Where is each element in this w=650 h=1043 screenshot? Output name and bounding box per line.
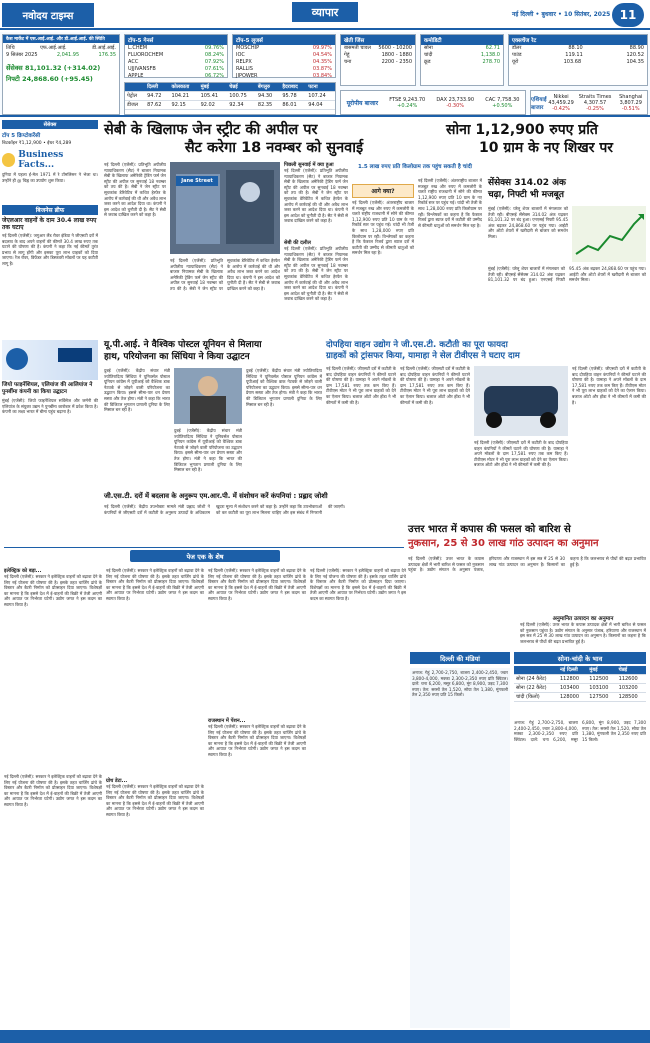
nifty-value: निफ्टी 24,868.60 (+95.45) <box>6 75 93 83</box>
cac-value: CAC 7,758.30 <box>485 96 520 103</box>
loser-row <box>233 45 335 52</box>
feature-heading: पेज एक के शेष <box>130 550 280 562</box>
bullion-cell: सोना (22 कैरेट) <box>514 684 558 693</box>
loser-row <box>233 73 335 80</box>
loser-value: 03.87% <box>312 66 332 72</box>
europe-market-box <box>340 90 526 115</box>
cotton-text-2: नई दिल्ली (एजेंसी): उत्तर भारत के कपास उत्पादक क्षेत्रों में भारी बारिश से फसल को नुकसान पहुंचा है। उद्योग संगठन के अनुसार पंजाब, हरियाणा और राजस्थान में इस सत्र में 25 से 30 लाख गांठ उत्पादन का अनुमान है। किसानों का कहना है कि जलभराव से पौधों की बढ़त प्रभावित हुई है। <box>520 622 646 644</box>
diesel-price: 82.35 <box>256 101 280 110</box>
two-wheeler-text-col3: नई दिल्ली (एजेंसी): जीएसटी दरों में कटौती के बाद दोपहिया वाहन कंपनियों ने कीमतें घटाने की घोषणा की है। यामाहा ने अपने मॉडलों के दाम 17,581 रुपए तक कम किए हैं। टीवीएस मोटर ने भी पूरा लाभ ग्राहकों को देने का ऐलान किया। बजाज ऑटो और होंडा ने भी कीमतों में कमी की है। <box>474 440 568 468</box>
gainer-name: UJJIVANSFB <box>128 66 156 72</box>
gainer-name: FLUOROCHEM <box>128 52 164 58</box>
kheti-value: 1800 - 1880 <box>381 52 412 58</box>
losers-list <box>233 45 335 80</box>
lead-subhead-2: सेबी की दलील <box>284 240 311 246</box>
currency-sell: 88.90 <box>629 45 644 51</box>
ftse-value: FTSE 9,243.70 <box>389 96 426 103</box>
lead-headline-1: सेबी के खिलाफ जेन स्ट्रीट की अपील पर <box>104 122 318 138</box>
gold-text-col1: नई दिल्ली (एजेंसी): अंतरराष्ट्रीय बाजार में मजबूत रुख और रुपए में कमजोरी के चलते राष्ट्रीय राजधानी में सोने की कीमत 1,12,900 रुपए प्रति 10 ग्राम के नए रिकॉर्ड स्तर पर पहुंच गई। चांदी भी तेजी के साथ 1,28,000 रुपए प्रति किलोग्राम पर रही। विश्लेषकों का कहना है कि फेडरल रिजर्व द्वारा ब्याज दरों में कटौती की उम्मीद से कीमती धातुओं को समर्थन मिल रहा है। <box>352 200 414 256</box>
lead-right-col <box>284 162 348 334</box>
gainer-row <box>125 59 227 66</box>
loser-row <box>233 59 335 66</box>
fuel-city-header: मुंबई <box>199 83 228 92</box>
upu-text-col2: दुबई (एजेंसी): केंद्रीय संचार मंत्री ज्योतिरादित्य सिंधिया ने यूनिवर्सल पोस्टल यूनियन कांग्रेस में यूपीआई को वैश्विक डाक नेटवर्क से जोड़ने वाली परियोजना का उद्घाटन किया। इससे सीमा-पार धन प्रेषण सस्ता और तेज होगा। मंत्री ने कहा कि भारत की डिजिटल भुगतान प्रणाली दुनिया के लिए मिसाल बन रही है। <box>174 428 242 473</box>
bullion-col-header <box>514 666 558 675</box>
gainer-value: 08.24% <box>204 52 224 58</box>
petrol-price: 107.24 <box>306 92 335 101</box>
top-gainers-box <box>124 34 228 78</box>
left-column <box>2 120 98 340</box>
currency-box <box>508 34 648 86</box>
commodity-value: 278.70 <box>482 59 500 65</box>
cotton-subhead: अनुमानित उत्पादन का अनुमान <box>552 616 614 622</box>
commodity-name: सोना <box>424 45 433 51</box>
lightbulb-icon <box>2 153 15 167</box>
currency-name: यूरो <box>512 59 519 65</box>
bullion-table <box>514 666 646 702</box>
bullion-row <box>514 684 646 693</box>
gainers-list <box>125 45 227 80</box>
gold-text-col2: नई दिल्ली (एजेंसी): अंतरराष्ट्रीय बाजार में मजबूत रुख और रुपए में कमजोरी के चलते राष्ट्रीय राजधानी में सोने की कीमत 1,12,900 रुपए प्रति 10 ग्राम के नए रिकॉर्ड स्तर पर पहुंच गई। चांदी भी तेजी के साथ 1,28,000 रुपए प्रति किलोग्राम पर रही। विश्लेषकों का कहना है कि फेडरल रिजर्व द्वारा ब्याज दरों में कटौती की उम्मीद से कीमती धातुओं को समर्थन मिल रहा है। <box>418 178 482 228</box>
fuel-city-header: दिल्ली <box>145 83 169 92</box>
sensex-headline-2: चढ़ा, निफ्टी भी मजबूत <box>488 190 565 200</box>
feature-col-4 <box>310 568 406 1028</box>
kheti-name: चना <box>344 59 352 65</box>
currency-row <box>509 52 647 59</box>
gainer-value: 06.72% <box>204 73 224 79</box>
jio-allianz-title: जियो फाइनेंशियल, एलियांज की आलियांज ने पुनर्बीमा कंपनी का किया उद्घाटन <box>2 382 93 395</box>
currency-buy: 119.11 <box>565 52 583 58</box>
feature-col-3 <box>208 568 306 1028</box>
fuel-city-header: हैदराबाद <box>280 83 306 92</box>
two-wheeler-text-col4: नई दिल्ली (एजेंसी): जीएसटी दरों में कटौती के बाद दोपहिया वाहन कंपनियों ने कीमतें घटाने की घोषणा की है। यामाहा ने अपने मॉडलों के दाम 17,581 रुपए तक कम किए हैं। टीवीएस मोटर ने भी पूरा लाभ ग्राहकों को देने का ऐलान किया। बजाज ऑटो और होंडा ने भी कीमतों में कमी की है। <box>572 366 646 405</box>
bullion-cell: 127500 <box>587 693 616 702</box>
fuel-city-header: बेंगलुरु <box>256 83 280 92</box>
diesel-price: 94.04 <box>306 101 335 110</box>
fuel-city-header: पटना <box>306 83 335 92</box>
commodity-value: 1,138.0 <box>480 52 500 58</box>
loser-value: 04.54% <box>312 52 332 58</box>
currency-row <box>509 59 647 66</box>
bullion-heading: सोना-चांदी के भाव <box>514 652 646 664</box>
gainer-name: L.CHEM <box>128 45 148 51</box>
commodity-title: कमोडिटी <box>421 35 503 45</box>
petrol-price: 94.30 <box>256 92 280 101</box>
brief-text: नई दिल्ली (एजेंसी): जगुआर लैंड रोवर इंडिया ने जीएसटी दरों में बदलाव के बाद अपने वाहनों की कीमतें 30.4 लाख रुपए तक घटाने की घोषणा की है। कंपनी ने कहा कि नई कीमतें तुरंत प्रभाव से लागू होंगी और इसका पूरा लाभ ग्राहकों को दिया जाएगा। रेंज रोवर, डिफेंडर और डिस्कवरी मॉडलों पर यह कटौती लागू है। <box>2 233 98 266</box>
upu-text-col3: दुबई (एजेंसी): केंद्रीय संचार मंत्री ज्योतिरादित्य सिंधिया ने यूनिवर्सल पोस्टल यूनियन कांग्रेस में यूपीआई को वैश्विक डाक नेटवर्क से जोड़ने वाली परियोजना का उद्घाटन किया। इससे सीमा-पार धन प्रेषण सस्ता और तेज होगा। मंत्री ने कहा कि भारत की डिजिटल भुगतान प्रणाली दुनिया के लिए मिसाल बन रही है। <box>246 368 322 407</box>
bullion-col-header: मुंबई <box>587 666 616 675</box>
top-losers-box <box>232 34 336 78</box>
commodity-name: चांदी <box>424 52 433 58</box>
fii-value: 2,041.95 <box>56 52 80 58</box>
loser-name: JIPOWER <box>236 73 258 79</box>
gainer-value: 07.92% <box>204 59 224 65</box>
fuel-table <box>125 83 335 110</box>
petrol-price: 100.75 <box>227 92 256 101</box>
gainer-value: 07.61% <box>204 66 224 72</box>
crypto-title: टॉप 5 क्रिप्टोकरेंसी <box>2 133 41 139</box>
bullion-row <box>514 693 646 702</box>
currency-list <box>509 45 647 66</box>
trend-up-icon <box>572 206 646 262</box>
lead-text-col1: नई दिल्ली (एजेंसी): प्रतिभूति अपीलीय न्यायाधिकरण (सैट) ने बाजार नियामक सेबी के खिलाफ अमेरिकी ट्रेडिंग फर्म जेन स्ट्रीट की अपील पर सुनवाई 18 नवम्बर को तय की है। सेबी ने जेन स्ट्रीट पर सूचकांक डेरिवेटिव में कथित हेरफेर के आरोप में कार्रवाई की थी और अवैध लाभ जब्त करने का आदेश दिया था। कंपनी ने इस आदेश को चुनौती दी है। सैट ने सेबी से जवाब दाखिल करने को कहा है। <box>104 162 166 218</box>
diesel-price: 92.15 <box>170 101 199 110</box>
bullion-cell: 103100 <box>587 684 616 693</box>
kheti-box <box>340 34 416 86</box>
gainers-title: टॉप-5 गेनर्स <box>125 35 227 45</box>
dax-value: DAX 23,733.90 <box>436 96 475 103</box>
loser-name: RALLIS <box>236 66 253 72</box>
lead-text-col2: नई दिल्ली (एजेंसी): प्रतिभूति अपीलीय न्यायाधिकरण (सैट) ने बाजार नियामक सेबी के खिलाफ अमेरिकी ट्रेडिंग फर्म जेन स्ट्रीट की अपील पर सुनवाई 18 नवम्बर को तय की है। सेबी ने जेन स्ट्रीट पर सूचकांक डेरिवेटिव में कथित हेरफेर के आरोप में कार्रवाई की थी और अवैध लाभ जब्त करने का आदेश दिया था। कंपनी ने इस आदेश को चुनौती दी है। सैट ने सेबी से जवाब दाखिल करने को कहा है। <box>170 258 280 291</box>
feature-text-3a: नई दिल्ली (एजेंसी): सरकार ने इलेक्ट्रिक वाहनों को बढ़ावा देने के लिए नई योजना की घोषणा की है। इसके तहत चार्जिंग ढांचे के विस्तार और बैटरी निर्माण को प्रोत्साहन दिया जाएगा। विशेषज्ञों का मानना है कि इससे देश में ई-वाहनों की बिक्री में तेजी आएगी और आयात पर निर्भरता घटेगी। उद्योग जगत ने इस कदम का स्वागत किया है। <box>208 568 306 601</box>
jio-allianz-text: मुंबई (एजेंसी): जियो फाइनेंशियल सर्विसेज और जर्मनी की एलियांज के संयुक्त उद्यम ने पुनर्बीमा कारोबार में प्रवेश किया है। कंपनी का लक्ष्य भारत में बीमा पहुंच बढ़ाना है। <box>2 398 98 415</box>
loser-value: 04.35% <box>312 59 332 65</box>
bullion-table-box <box>514 666 646 702</box>
gst-text: नई दिल्ली (एजेंसी): केंद्रीय उपभोक्ता मामले मंत्री प्रह्लाद जोशी ने कंपनियों से जीएसटी दरों में कटौती के अनुरूप उत्पादों के अधिकतम खुदरा मूल्य में संशोधन करने को कहा है। उन्होंने कहा कि उपभोक्ताओं को कर कटौती का पूरा लाभ मिलना चाहिए और इस संबंध में निगरानी की जाएगी। <box>104 504 346 515</box>
business-facts-box <box>2 150 98 170</box>
dii-label: डी.आई.आई. <box>92 45 116 51</box>
diesel-price: 92.02 <box>199 101 228 110</box>
loser-name: MOSCHIP <box>236 45 260 51</box>
sensex-text-col2: मुंबई (एजेंसी): घरेलू शेयर बाजारों में मंगलवार को तेजी रही। बीएसई सेंसेक्स 314.02 अंक चढ़कर 81,101.32 पर बंद हुआ। एनएसई निफ्टी 95.45 अंक बढ़कर 24,868.60 पर पहुंच गया। आईटी और ऑटो शेयरों में खरीदारी से बाजार को समर्थन मिला। <box>488 266 646 283</box>
commodity-row <box>421 52 503 59</box>
kheti-row <box>341 52 415 59</box>
bullion-cell: सोना (24 कैरेट) <box>514 675 558 684</box>
petrol-price: 105.41 <box>199 92 228 101</box>
two-wheeler-headline-2: ग्राहकों को ट्रांसफर किया, यामाहा ने सेल टीवीएस ने घटाए दाम <box>326 351 520 361</box>
tithi-label: तिथि <box>6 45 15 51</box>
kheti-name: गेहूं <box>344 52 350 58</box>
currency-row <box>509 45 647 52</box>
fii-dii-title: कैश मार्केट में एस.आई.आई. और डी.आई.आई. की स्थिति <box>3 35 119 43</box>
feature-text-2a: नई दिल्ली (एजेंसी): सरकार ने इलेक्ट्रिक वाहनों को बढ़ावा देने के लिए नई योजना की घोषणा की है। इसके तहत चार्जिंग ढांचे के विस्तार और बैटरी निर्माण को प्रोत्साहन दिया जाएगा। विशेषज्ञों का मानना है कि इससे देश में ई-वाहनों की बिक्री में तेजी आएगी और आयात पर निर्भरता घटेगी। उद्योग जगत ने इस कदम का स्वागत किया है। <box>106 568 204 601</box>
bullion-notes: अनाज: गेहूं 2,700-2,750, बाजरा 2,400-2,450, ज्वार 3,800-4,000, मक्का 2,300-2,350 रुपए प्रति क्विंटल। दालें: चना 6,200, मसूर 6,800, मूंग 8,900, उड़द 7,300 रुपए। तेल: सरसों तेल 1,520, सोया तेल 1,380, मूंगफली तेल 2,350 रुपए प्रति 15 किलो। <box>514 720 646 742</box>
sensex-value: सेंसेक्स 81,101.32 (+314.02) <box>6 64 101 72</box>
currency-name: डॉलर <box>512 45 522 51</box>
commodity-name: क्रूड <box>424 59 431 65</box>
petrol-price: 94.72 <box>145 92 169 101</box>
lead-subhead-1: पिछली सुनवाई में क्या हुआ <box>284 162 334 168</box>
shanghai-change: -0.51% <box>621 105 640 112</box>
feature-subhead-3: राजस्थान में पेंशन... <box>208 718 246 724</box>
currency-sell: 104.35 <box>626 59 644 65</box>
feature-subhead-2: ग्रोथ डेटा... <box>106 778 128 784</box>
newspaper-logo: नवोदय टाइम्स <box>2 3 94 27</box>
kheti-title: खेती जिंस <box>341 35 415 45</box>
two-wheeler-text-col1: नई दिल्ली (एजेंसी): जीएसटी दरों में कटौती के बाद दोपहिया वाहन कंपनियों ने कीमतें घटाने की घोषणा की है। यामाहा ने अपने मॉडलों के दाम 17,581 रुपए तक कम किए हैं। टीवीएस मोटर ने भी पूरा लाभ ग्राहकों को देने का ऐलान किया। बजाज ऑटो और होंडा ने भी कीमतों में कमी की है। <box>326 366 396 405</box>
bullion-cell: चांदी (किलो) <box>514 693 558 702</box>
petrol-price: 104.21 <box>170 92 199 101</box>
lead-headline-2: सैट करेगा 18 नवम्बर को सुनवाई <box>184 140 364 156</box>
bullion-cell: 112800 <box>558 675 587 684</box>
page-number: 11 <box>612 3 644 27</box>
two-wheeler-headline-1: दोपहिया वाहन उद्योग ने जी.एस.टी. कटौती का पूरा फायदा <box>326 340 508 350</box>
petrol-label: पेट्रोल <box>125 92 145 101</box>
gold-headline-1: सोना 1,12,900 रुपए प्रति <box>446 122 598 138</box>
upu-text-col1: दुबई (एजेंसी): केंद्रीय संचार मंत्री ज्योतिरादित्य सिंधिया ने यूनिवर्सल पोस्टल यूनियन कांग्रेस में यूपीआई को वैश्विक डाक नेटवर्क से जोड़ने वाली परियोजना का उद्घाटन किया। इससे सीमा-पार धन प्रेषण सस्ता और तेज होगा। मंत्री ने कहा कि भारत की डिजिटल भुगतान प्रणाली दुनिया के लिए मिसाल बन रही है। <box>104 368 170 413</box>
jio-logo-icon <box>6 348 28 370</box>
lead-text-col3: नई दिल्ली (एजेंसी): प्रतिभूति अपीलीय न्यायाधिकरण (सैट) ने बाजार नियामक सेबी के खिलाफ अमेरिकी ट्रेडिंग फर्म जेन स्ट्रीट की अपील पर सुनवाई 18 नवम्बर को तय की है। सेबी ने जेन स्ट्रीट पर सूचकांक डेरिवेटिव में कथित हेरफेर के आरोप में कार्रवाई की थी और अवैध लाभ जब्त करने का आदेश दिया था। कंपनी ने इस आदेश को चुनौती दी है। सैट ने सेबी से जवाब दाखिल करने को कहा है। <box>284 168 348 224</box>
losers-title: टॉप-5 लूजर्स <box>233 35 335 45</box>
feature-text-2b: नई दिल्ली (एजेंसी): सरकार ने इलेक्ट्रिक वाहनों को बढ़ावा देने के लिए नई योजना की घोषणा की है। इसके तहत चार्जिंग ढांचे के विस्तार और बैटरी निर्माण को प्रोत्साहन दिया जाएगा। विशेषज्ञों का मानना है कि इससे देश में ई-वाहनों की बिक्री में तेजी आएगी और आयात पर निर्भरता घटेगी। उद्योग जगत ने इस कदम का स्वागत किया है। <box>106 784 204 817</box>
loser-row <box>233 66 335 73</box>
straits-value: Straits Times 4,307.57 <box>578 93 612 106</box>
ftse-change: +0.24% <box>397 102 418 109</box>
sensex-label: सेंसेक्स <box>2 120 98 129</box>
cotton-headline-1: उत्तर भारत में कपास की फसल को बारिश से <box>408 524 571 535</box>
gainer-name: APPLE <box>128 73 144 79</box>
kheti-list <box>341 45 415 66</box>
straits-change: -0.25% <box>586 105 604 112</box>
section-title: व्यापार <box>292 2 358 22</box>
bullion-cell: 112600 <box>617 675 646 684</box>
jio-allianz-banner <box>2 340 98 380</box>
asia-market-box <box>530 90 648 115</box>
loser-value: 09.97% <box>312 45 332 51</box>
crypto-line: बिटकॉइन ₹1,12,900 • ईथर ₹4,289 <box>2 141 72 146</box>
gold-kicker: 1.5 लाख रुपए प्रति किलोग्राम तक पहुंच सकती है चांदी <box>358 164 472 170</box>
currency-buy: 88.10 <box>568 45 583 51</box>
brief-heading: बिजनेस ब्रीफ <box>2 205 98 215</box>
gold-headline-2: 10 ग्राम के नए शिखर पर <box>478 140 613 156</box>
currency-title: एक्सचेंज रेट <box>509 35 647 45</box>
fii-dii-box <box>2 34 120 115</box>
dax-change: -0.30% <box>446 102 465 109</box>
fuel-price-box <box>124 82 336 115</box>
gainer-row <box>125 66 227 73</box>
fuel-city-header: कोलकाता <box>170 83 199 92</box>
gainer-row <box>125 52 227 59</box>
footer-bar <box>0 1030 650 1043</box>
nikkei-change: -0.42% <box>552 105 570 112</box>
sensex-text-col1: मुंबई (एजेंसी): घरेलू शेयर बाजारों में मंगलवार को तेजी रही। बीएसई सेंसेक्स 314.02 अंक चढ़कर 81,101.32 पर बंद हुआ। एनएसई निफ्टी 95.45 अंक बढ़कर 24,868.60 पर पहुंच गया। आईटी और ऑटो शेयरों में खरीदारी से बाजार को समर्थन मिला। <box>488 206 568 239</box>
commodity-box <box>420 34 504 86</box>
loser-name: IOC <box>236 52 245 58</box>
jane-street-photo <box>170 162 280 254</box>
commodity-row <box>421 45 503 52</box>
europe-title: यूरोपीय बाजार <box>346 99 379 107</box>
gainer-value: 09.76% <box>204 45 224 51</box>
dii-value: 176.35 <box>98 52 116 58</box>
gainer-row <box>125 45 227 52</box>
bullion-cell: 103400 <box>558 684 587 693</box>
currency-sell: 120.52 <box>626 52 644 58</box>
petrol-price: 95.78 <box>280 92 306 101</box>
shanghai-value: Shanghai 3,807.29 <box>619 93 643 106</box>
sensex-chart-graphic <box>572 206 646 262</box>
business-facts-heading: Business Facts... <box>18 150 64 170</box>
diesel-price: 92.34 <box>227 101 256 110</box>
cotton-text: नई दिल्ली (एजेंसी): उत्तर भारत के कपास उत्पादक क्षेत्रों में भारी बारिश से फसल को नुकसान पहुंचा है। उद्योग संगठन के अनुसार पंजाब, हरियाणा और राजस्थान में इस सत्र में 25 से 30 लाख गांठ उत्पादन का अनुमान है। किसानों का कहना है कि जलभराव से पौधों की बढ़त प्रभावित हुई है। <box>408 556 646 573</box>
scindia-photo <box>174 368 242 424</box>
gst-headline: जी.एस.टी. दरों में बदलाव के अनुरूप एम.आर.पी. में संशोधन करें कंपनियां : प्रह्लाद जोशी <box>104 492 328 500</box>
commodity-list <box>421 45 503 66</box>
masthead <box>0 0 650 30</box>
upu-headline-2: हाथ, परियोजना का सिंधिया ने किया उद्घाटन <box>104 352 250 362</box>
fuel-city-header: चेन्नई <box>227 83 256 92</box>
currency-buy: 103.68 <box>563 59 582 65</box>
jio-allianz-box <box>2 340 98 500</box>
brief-title: जेएलआर वाहनों के दाम 30.4 लाख रुपए तक घटाए <box>2 217 97 231</box>
commodity-value: 62.71 <box>485 45 500 51</box>
feature-col-1 <box>4 568 102 1028</box>
sensex-headline-1: सेंसेक्स 314.02 अंक <box>488 178 566 188</box>
gold-box-label: आगे क्या? <box>352 184 414 198</box>
loser-value: 03.84% <box>312 73 332 79</box>
kheti-value: 2200 - 2350 <box>381 59 412 65</box>
upu-headline-1: यू.पी.आई. ने वैश्विक पोस्टल यूनियन से मिलाया <box>104 340 262 350</box>
business-facts-text: दुनिया में पहला ई-मेल 1971 में रे टॉमलिंसन ने भेजा था। उन्होंने ही @ चिह्न का उपयोग शुरू किया। <box>2 172 98 183</box>
feature-col-2 <box>106 568 204 1028</box>
mandi-heading: दिल्ली की मंडियां <box>410 652 510 664</box>
nikkei-value: Nikkei 43,459.29 <box>548 93 574 106</box>
sebi-logo-icon <box>240 182 260 202</box>
bullion-cell: 103200 <box>617 684 646 693</box>
diesel-price: 86.01 <box>280 101 306 110</box>
bullion-col-header: चेन्नई <box>617 666 646 675</box>
jane-street-logo: Jane Street <box>176 176 218 186</box>
gainer-row <box>125 73 227 80</box>
bullion-row <box>514 675 646 684</box>
gainer-name: ACC <box>128 59 139 65</box>
scooter-photo <box>474 366 568 436</box>
cotton-headline-2: नुकसान, 25 से 30 लाख गांठ उत्पादन का अनुमान <box>408 538 599 549</box>
commodity-row <box>421 59 503 66</box>
kheti-name: बासमती चावल <box>344 45 371 51</box>
diesel-price: 87.62 <box>145 101 169 110</box>
market-strip <box>0 32 650 117</box>
asia-title: एशियाई बाजार <box>531 96 547 111</box>
cac-change: +0.50% <box>492 102 513 109</box>
bullion-col-header: नई दिल्ली <box>558 666 587 675</box>
feature-text-1b: नई दिल्ली (एजेंसी): सरकार ने इलेक्ट्रिक वाहनों को बढ़ावा देने के लिए नई योजना की घोषणा की है। इसके तहत चार्जिंग ढांचे के विस्तार और बैटरी निर्माण को प्रोत्साहन दिया जाएगा। विशेषज्ञों का मानना है कि इससे देश में ई-वाहनों की बिक्री में तेजी आएगी और आयात पर निर्भरता घटेगी। उद्योग जगत ने इस कदम का स्वागत किया है। <box>4 774 102 807</box>
bullion-cell: 128000 <box>558 693 587 702</box>
date-line: नई दिल्ली • बुधवार • 10 सितंबर, 2025 <box>512 11 611 18</box>
lead-text-col4: नई दिल्ली (एजेंसी): प्रतिभूति अपीलीय न्यायाधिकरण (सैट) ने बाजार नियामक सेबी के खिलाफ अमेरिकी ट्रेडिंग फर्म जेन स्ट्रीट की अपील पर सुनवाई 18 नवम्बर को तय की है। सेबी ने जेन स्ट्रीट पर सूचकांक डेरिवेटिव में कथित हेरफेर के आरोप में कार्रवाई की थी और अवैध लाभ जब्त करने का आदेश दिया था। कंपनी ने इस आदेश को चुनौती दी है। सैट ने सेबी से जवाब दाखिल करने को कहा है। <box>284 246 348 302</box>
bullion-cell: 112500 <box>587 675 616 684</box>
kheti-row <box>341 45 415 52</box>
allianz-logo-icon <box>58 348 92 362</box>
feature-text-4: नई दिल्ली (एजेंसी): सरकार ने इलेक्ट्रिक वाहनों को बढ़ावा देने के लिए नई योजना की घोषणा की है। इसके तहत चार्जिंग ढांचे के विस्तार और बैटरी निर्माण को प्रोत्साहन दिया जाएगा। विशेषज्ञों का मानना है कि इससे देश में ई-वाहनों की बिक्री में तेजी आएगी और आयात पर निर्भरता घटेगी। उद्योग जगत ने इस कदम का स्वागत किया है। <box>310 568 406 601</box>
kheti-row <box>341 59 415 66</box>
tithi-value: 9 सितंबर 2025 <box>6 52 38 58</box>
feature-text-1a: नई दिल्ली (एजेंसी): सरकार ने इलेक्ट्रिक वाहनों को बढ़ावा देने के लिए नई योजना की घोषणा की है। इसके तहत चार्जिंग ढांचे के विस्तार और बैटरी निर्माण को प्रोत्साहन दिया जाएगा। विशेषज्ञों का मानना है कि इससे देश में ई-वाहनों की बिक्री में तेजी आएगी और आयात पर निर्भरता घटेगी। उद्योग जगत ने इस कदम का स्वागत किया है। <box>4 574 102 607</box>
diesel-label: डीजल <box>125 101 145 110</box>
fii-label: एफ.आई.आई. <box>40 45 67 51</box>
bullion-cell: 128500 <box>617 693 646 702</box>
loser-name: RELPX <box>236 59 252 65</box>
feature-text-3b: नई दिल्ली (एजेंसी): सरकार ने इलेक्ट्रिक वाहनों को बढ़ावा देने के लिए नई योजना की घोषणा की है। इसके तहत चार्जिंग ढांचे के विस्तार और बैटरी निर्माण को प्रोत्साहन दिया जाएगा। विशेषज्ञों का मानना है कि इससे देश में ई-वाहनों की बिक्री में तेजी आएगी और आयात पर निर्भरता घटेगी। उद्योग जगत ने इस कदम का स्वागत किया है। <box>208 724 306 757</box>
kheti-value: 5600 - 10200 <box>378 45 412 51</box>
feature-subhead-1: इलेक्ट्रिक को बड़ा... <box>4 568 42 574</box>
two-wheeler-text-col2: नई दिल्ली (एजेंसी): जीएसटी दरों में कटौती के बाद दोपहिया वाहन कंपनियों ने कीमतें घटाने की घोषणा की है। यामाहा ने अपने मॉडलों के दाम 17,581 रुपए तक कम किए हैं। टीवीएस मोटर ने भी पूरा लाभ ग्राहकों को देने का ऐलान किया। बजाज ऑटो और होंडा ने भी कीमतों में कमी की है। <box>400 366 470 405</box>
loser-row <box>233 52 335 59</box>
mandi-text: अनाज: गेहूं 2,700-2,750, बाजरा 2,400-2,450, ज्वार 3,800-4,000, मक्का 2,300-2,350 रुपए प्रति क्विंटल। दालें: चना 6,200, मसूर 6,800, मूंग 8,900, उड़द 7,300 रुपए। तेल: सरसों तेल 1,520, सोया तेल 1,380, मूंगफली तेल 2,350 रुपए प्रति 15 किलो। <box>410 668 510 1028</box>
currency-name: पाउंड <box>512 52 522 58</box>
